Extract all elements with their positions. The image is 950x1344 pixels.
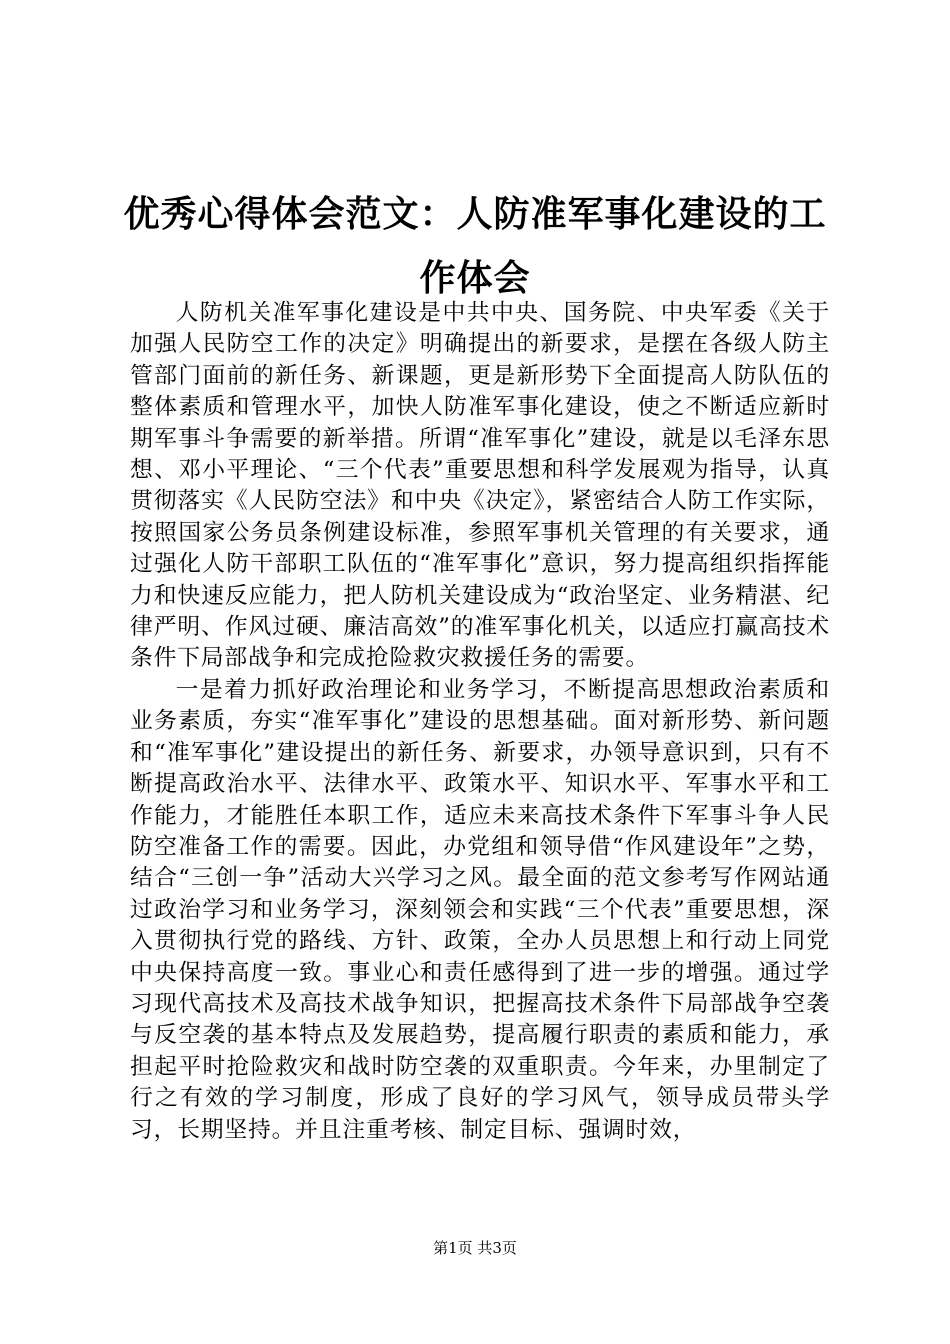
body-paragraph: 一是着力抓好政治理论和业务学习，不断提高思想政治素质和业务素质，夯实“准军事化”建设的思想基础。面对新形势、新问题和“准军事化”建设提出的新任务、新要求，办领导意识到，只有不断提高政治水平、法律水平、政策水平、知识水平、军事水平和工作能力，才能胜任本职工作，适应未来高技术条件下军事斗争人民防空准备工作的需要。因此，办党组和领导借“作风建设年”之势，结合“三创一争”活动大兴学习之风。最全面的范文参考写作网站通过政治学习和业务学习，深刻领会和实践“三个代表”重要思想，深入贯彻执行党的路线、方针、政策，全办人员思想上和行动上同党中央保持高度一致。事业心和责任感得到了进一步的增强。通过学习现代高技术及高技术战争知识，把握高技术条件下局部战争空袭与反空袭的基本特点及发展趋势，提高履行职责的素质和能力，承担起平时抢险救灾和战时防空袭的双重职责。今年来，办里制定了行之有效的学习制度，形成了良好的学习风气，领导成员带头学习，长期坚持。并且注重考核、制定目标、强调时效， bbox=[130, 676, 830, 1143]
document-title: 优秀心得体会范文：人防准军事化建设的工作体会 bbox=[123, 193, 827, 299]
document-body bbox=[130, 298, 830, 1146]
page-number-footer: 第1页 共3页 bbox=[433, 1239, 517, 1257]
body-paragraph: 人防机关准军事化建设是中共中央、国务院、中央军委《关于加强人民防空工作的决定》明确提出的新要求，是摆在各级人防主管部门面前的新任务、新课题，更是新形势下全面提高人防队伍的整体素质和管理水平，加快人防准军事化建设，使之不断适应新时期军事斗争需要的新举措。所谓“准军事化”建设，就是以毛泽东思想、邓小平理论、“三个代表”重要思想和科学发展观为指导，认真贯彻落实《人民防空法》和中央《决定》，紧密结合人防工作实际，按照国家公务员条例建设标准，参照军事机关管理的有关要求，通过强化人防干部职工队伍的“准军事化”意识，努力提高组织指挥能力和快速反应能力，把人防机关建设成为“政治坚定、业务精湛、纪律严明、作风过硬、廉洁高效”的准军事化机关，以适应打赢高技术条件下局部战争和完成抢险救灾救援任务的需要。 bbox=[130, 300, 830, 672]
